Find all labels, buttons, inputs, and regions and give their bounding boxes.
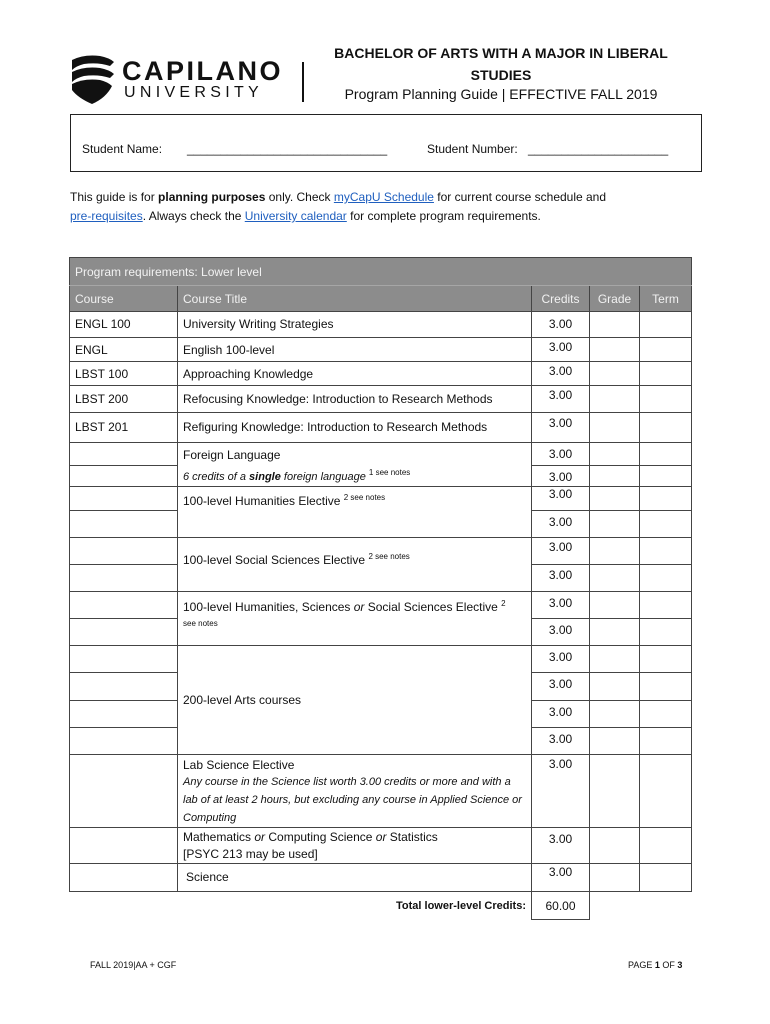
credits-cell: 3.00 <box>532 864 590 892</box>
note-text: foreign language <box>280 471 369 483</box>
page-title: BACHELOR OF ARTS WITH A MAJOR IN LIBERAL STUDIES <box>334 45 668 83</box>
grade-cell[interactable] <box>590 386 640 413</box>
course-code-blank[interactable] <box>70 673 178 701</box>
col-header-credits: Credits <box>532 286 590 312</box>
term-cell[interactable] <box>640 755 692 828</box>
mixed-title: 100-level Humanities, Sciences <box>183 600 354 614</box>
table-row <box>70 443 692 466</box>
col-header-term: Term <box>640 286 692 312</box>
total-spacer <box>640 892 692 920</box>
footnote-ref: 1 see notes <box>368 468 411 477</box>
credits-cell: 3.00 <box>532 728 590 755</box>
grade-cell[interactable] <box>590 538 640 565</box>
intro-text: for complete program requirements. <box>346 209 541 223</box>
course-code-blank[interactable] <box>70 646 178 673</box>
page-total: 3 <box>677 960 683 970</box>
page-number <box>628 960 682 970</box>
course-code: LBST 200 <box>70 386 178 413</box>
term-cell[interactable] <box>640 673 692 701</box>
credits-cell: 3.00 <box>532 828 590 864</box>
grade-cell[interactable] <box>590 828 640 864</box>
page-current: 1 <box>654 960 660 970</box>
table-row <box>70 538 692 565</box>
term-cell[interactable] <box>640 701 692 728</box>
grade-cell[interactable] <box>590 487 640 511</box>
col-header-course: Course <box>70 286 178 312</box>
course-title: Science <box>178 864 532 892</box>
mixed-title: Social Sciences Elective <box>364 600 502 614</box>
credits-cell: 3.00 <box>532 386 590 413</box>
course-code-blank[interactable] <box>70 828 178 864</box>
course-code-blank[interactable] <box>70 487 178 511</box>
grade-cell[interactable] <box>590 728 640 755</box>
table-row <box>70 828 692 864</box>
credits-cell: 3.00 <box>532 413 590 443</box>
course-code: ENGL 100 <box>70 312 178 338</box>
math-or: or <box>254 830 266 844</box>
col-header-grade: Grade <box>590 286 640 312</box>
footer-left: FALL 2019|AA + CGF <box>90 960 177 970</box>
footnote-ref: see notes <box>183 619 218 628</box>
total-value: 60.00 <box>532 892 590 920</box>
table-row <box>70 646 692 673</box>
term-cell[interactable] <box>640 864 692 892</box>
table-row <box>70 386 692 413</box>
credits-cell: 3.00 <box>532 338 590 362</box>
credits-cell: 3.00 <box>532 673 590 701</box>
course-code-blank[interactable] <box>70 619 178 646</box>
course-code: ENGL <box>70 338 178 362</box>
credits-cell: 3.00 <box>532 362 590 386</box>
term-cell[interactable] <box>640 592 692 619</box>
term-cell[interactable] <box>640 362 692 386</box>
term-cell[interactable] <box>640 511 692 538</box>
credits-cell: 3.00 <box>532 443 590 466</box>
course-title: 200-level Arts courses <box>178 646 532 755</box>
page-text: PAGE <box>628 960 655 970</box>
course-title: English 100-level <box>178 338 532 362</box>
note-text: 6 credits of a <box>183 471 250 483</box>
credits-cell: 3.00 <box>532 312 590 338</box>
term-cell[interactable] <box>640 728 692 755</box>
grade-cell[interactable] <box>590 646 640 673</box>
footnote-ref: 2 <box>501 599 506 608</box>
table-row <box>70 864 692 892</box>
course-title <box>178 487 532 538</box>
grade-cell[interactable] <box>590 565 640 592</box>
page-subtitle: Program Planning Guide | EFFECTIVE FALL 2019 <box>344 86 658 102</box>
prerequisites-link[interactable]: pre-requisites <box>70 209 143 223</box>
grade-cell[interactable] <box>590 413 640 443</box>
grade-cell[interactable] <box>590 511 640 538</box>
table-row <box>70 755 692 828</box>
page-text: OF <box>659 960 678 970</box>
term-cell[interactable] <box>640 443 692 466</box>
total-label: Total lower-level Credits: <box>396 899 526 912</box>
grade-cell[interactable] <box>590 312 640 338</box>
table-row <box>70 413 692 443</box>
term-cell[interactable] <box>640 466 692 487</box>
grade-cell[interactable] <box>590 338 640 362</box>
course-code-blank[interactable] <box>70 592 178 619</box>
course-code-blank[interactable] <box>70 538 178 565</box>
total-row <box>70 892 692 920</box>
credits-cell: 3.00 <box>532 538 590 565</box>
term-cell[interactable] <box>640 413 692 443</box>
university-logo <box>70 54 310 104</box>
term-cell[interactable] <box>640 386 692 413</box>
grade-cell[interactable] <box>590 619 640 646</box>
course-code-blank[interactable] <box>70 864 178 892</box>
term-cell[interactable] <box>640 565 692 592</box>
credits-cell: 3.00 <box>532 466 590 487</box>
table-row <box>70 312 692 338</box>
logo-name-text: CAPILANO <box>122 56 283 86</box>
table-row <box>70 592 692 619</box>
term-cell[interactable] <box>640 338 692 362</box>
credits-cell: 3.00 <box>532 511 590 538</box>
intro-text: . Always check the <box>142 209 245 223</box>
section-title: Program requirements: Lower level <box>70 258 692 286</box>
math-or: or <box>375 830 387 844</box>
table-row <box>70 362 692 386</box>
credits-cell: 3.00 <box>532 701 590 728</box>
course-title <box>178 592 532 646</box>
intro-text: only. Check <box>265 190 334 204</box>
math-title: Computing Science <box>265 830 376 844</box>
lab-title: Lab Science Elective <box>183 758 295 772</box>
course-title <box>178 828 532 864</box>
grade-cell[interactable] <box>590 701 640 728</box>
credits-cell: 3.00 <box>532 592 590 619</box>
student-name-field[interactable]: ______________________________ <box>187 142 388 156</box>
grade-cell[interactable] <box>590 864 640 892</box>
course-title: Refocusing Knowledge: Introduction to Research Methods <box>178 386 532 413</box>
soc-title: 100-level Social Sciences Elective <box>183 553 369 567</box>
course-code-blank[interactable] <box>70 755 178 828</box>
math-note: [PSYC 213 may be used] <box>183 847 318 861</box>
term-cell[interactable] <box>640 538 692 565</box>
student-number-label: Student Number: <box>427 142 518 156</box>
credits-cell: 3.00 <box>532 755 590 828</box>
course-code: LBST 201 <box>70 413 178 443</box>
mixed-or: or <box>353 600 365 614</box>
foreign-title: Foreign Language <box>183 448 281 462</box>
logo-sub-text: UNIVERSITY <box>124 84 264 101</box>
course-title <box>178 755 532 828</box>
course-title <box>178 538 532 592</box>
course-code-blank[interactable] <box>70 466 178 487</box>
lab-note: Any course in the Science list worth 3.00 credits or more and with a lab of at least 2 hours, but excluding any course in Applied Science or Computing <box>183 776 522 824</box>
course-code: LBST 100 <box>70 362 178 386</box>
term-cell[interactable] <box>640 828 692 864</box>
course-code-blank[interactable] <box>70 443 178 466</box>
intro-paragraph <box>70 188 710 226</box>
course-code-blank[interactable] <box>70 511 178 538</box>
term-cell[interactable] <box>640 312 692 338</box>
footnote-ref: 2 see notes <box>343 493 386 502</box>
credits-cell: 3.00 <box>532 565 590 592</box>
grade-cell[interactable] <box>590 362 640 386</box>
course-code-blank[interactable] <box>70 728 178 755</box>
footnote-ref: 2 see notes <box>368 552 410 561</box>
term-cell[interactable] <box>640 619 692 646</box>
grade-cell[interactable] <box>590 755 640 828</box>
table-row <box>70 338 692 362</box>
credits-cell: 3.00 <box>532 619 590 646</box>
logo-divider <box>302 62 304 102</box>
course-title: Refiguring Knowledge: Introduction to Research Methods <box>178 413 532 443</box>
grade-cell[interactable] <box>590 592 640 619</box>
mycapu-schedule-link[interactable]: myCapU Schedule <box>333 190 434 204</box>
student-info-box <box>70 114 702 172</box>
requirements-table <box>69 257 692 920</box>
note-bold: single <box>249 471 281 483</box>
col-header-title: Course Title <box>178 286 532 312</box>
credits-cell: 3.00 <box>532 646 590 673</box>
intro-text: for current course schedule and <box>433 190 607 204</box>
course-title <box>178 443 532 487</box>
course-code-blank[interactable] <box>70 565 178 592</box>
total-spacer <box>70 892 178 920</box>
university-calendar-link[interactable]: University calendar <box>244 209 347 223</box>
course-title: University Writing Strategies <box>178 312 532 338</box>
credits-cell: 3.00 <box>532 487 590 511</box>
table-row <box>70 487 692 511</box>
course-title: Approaching Knowledge <box>178 362 532 386</box>
student-name-label: Student Name: <box>82 142 163 156</box>
course-code-blank[interactable] <box>70 701 178 728</box>
math-title: Mathematics <box>183 830 255 844</box>
grade-cell[interactable] <box>590 443 640 466</box>
grade-cell[interactable] <box>590 673 640 701</box>
grade-cell[interactable] <box>590 466 640 487</box>
capilano-emblem-icon <box>70 54 116 104</box>
intro-bold: planning purposes <box>158 190 266 204</box>
student-number-field[interactable]: _____________________ <box>528 142 669 156</box>
math-title: Statistics <box>386 830 438 844</box>
term-cell[interactable] <box>640 646 692 673</box>
total-spacer <box>590 892 640 920</box>
term-cell[interactable] <box>640 487 692 511</box>
intro-text: This guide is for <box>70 190 159 204</box>
hum-title: 100-level Humanities Elective <box>183 494 344 508</box>
